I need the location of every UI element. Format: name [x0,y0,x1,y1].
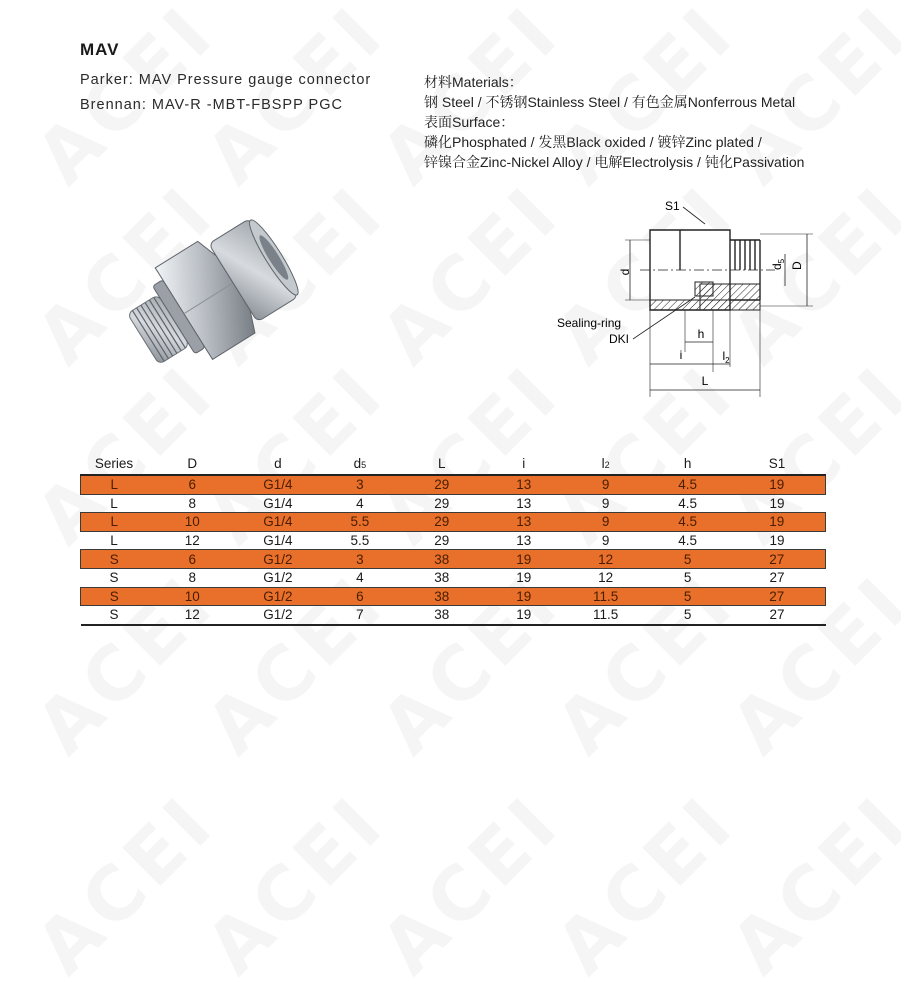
watermark-text [715,779,901,991]
table-cell: 27 [729,550,826,569]
dim-s1-label: S1 [665,199,680,213]
table-cell: L [110,533,118,549]
table-cell: 5 [647,606,729,625]
table-cell: 5 [647,550,729,569]
watermark-text [190,779,402,991]
technical-drawing [545,192,835,402]
table-cell: 38 [401,606,483,625]
table-cell: S [81,587,148,606]
dim-d5-label: $d_5$ [770,258,786,270]
table-cell: G1/4 [237,475,319,494]
product-title: MAV [80,40,120,59]
header-series: Series [81,452,148,475]
table-cell: 5.5 [319,513,401,532]
table-cell: 6 [148,475,237,494]
table-cell: G1/4 [263,495,293,511]
table-cell: 12 [148,606,237,625]
table-cell: 6 [319,587,401,606]
table-cell: 8 [188,495,196,511]
table-cell: 12 [184,533,200,549]
surface-label: 表面Surface： [424,114,515,130]
dim-d-label: d [618,268,632,276]
dim-l2-label: $l_2$ [722,349,730,365]
dimension-table [80,452,826,626]
table-cell: 7 [319,606,401,625]
table-cell: 9 [565,475,647,494]
table-row [81,606,826,625]
table-row [81,568,826,587]
table-cell: 29 [434,533,450,549]
table-cell: 9 [565,513,647,532]
materials-value: 钢 Steel / 不锈钢Stainless Steel / 有色金属Nonferrous Metal [424,94,796,110]
header-h: h [647,452,729,475]
table-cell: 19 [769,495,785,511]
header-i: i [483,452,565,475]
dki-label: DKI [609,332,630,346]
table-cell: 13 [516,533,532,549]
surface-line-1: 磷化Phosphated / 发黑Black oxided / 镀锌Zinc plated / [424,134,762,150]
dim-big-d-label: D [790,261,804,270]
table-cell: 29 [401,513,483,532]
watermark-text [540,779,752,991]
table-cell: 4.5 [678,495,697,511]
watermark-text [365,779,577,991]
table-row [81,587,826,606]
table-cell: 38 [401,587,483,606]
sealing-ring-label: Sealing-ring [557,316,622,330]
table-cell: 27 [729,587,826,606]
dim-i-label: i [679,348,683,362]
table-cell: L [110,495,118,511]
table-cell: 13 [483,475,565,494]
table-cell: 3 [319,475,401,494]
table-cell: 5 [647,587,729,606]
table-cell: 29 [401,475,483,494]
header-l: L [401,452,483,475]
table-cell: 27 [729,606,826,625]
table-cell: 12 [565,550,647,569]
surface-line-2: 锌镍合金Zinc-Nickel Alloy / 电解Electrolysis / 钝化Passivation [424,154,805,170]
table-cell: L [81,475,148,494]
table-row [81,475,826,494]
table-cell: 4.5 [678,533,697,549]
table-cell: 11.5 [565,606,647,625]
header-l2: l2 [565,452,647,475]
table-cell: 13 [483,513,565,532]
table-cell: 3 [319,550,401,569]
table-cell: 8 [188,570,196,586]
table-cell: 19 [729,475,826,494]
table-cell: 19 [516,570,532,586]
table-cell: S [81,606,148,625]
table-cell: G1/4 [263,533,293,549]
table-cell: 27 [769,570,785,586]
header-d5: d5 [319,452,401,475]
header-d: d [237,452,319,475]
table-cell: 6 [148,550,237,569]
table-cell: 19 [483,550,565,569]
watermark-text [20,779,232,991]
table-cell: L [81,513,148,532]
table-cell: 13 [516,495,532,511]
table-row [81,494,826,513]
table-cell: 4 [356,495,364,511]
table-cell: G1/2 [237,606,319,625]
product-photo [110,205,310,380]
table-cell: 10 [148,587,237,606]
table-cell: G1/2 [263,570,293,586]
dim-h-label: h [697,327,705,341]
table-cell: 4 [356,570,364,586]
table-cell: 19 [483,606,565,625]
table-cell: 10 [148,513,237,532]
table-row [81,550,826,569]
table-cell: 4.5 [647,475,729,494]
table-cell: 19 [483,587,565,606]
table-cell: G1/4 [237,513,319,532]
material-spec-block [424,72,804,172]
parker-reference: Parker: MAV Pressure gauge connector [80,72,372,88]
table-cell: 5.5 [350,533,370,549]
table-row [81,531,826,550]
brennan-reference: Brennan: MAV-R -MBT-FBSPP PGC [80,97,343,113]
table-cell: G1/2 [237,587,319,606]
table-cell: 38 [434,570,450,586]
table-cell: 38 [401,550,483,569]
table-cell: 29 [434,495,450,511]
header-s1: S1 [729,452,826,475]
table-cell: 11.5 [565,587,647,606]
table-header-row [81,452,826,475]
table-cell: 19 [769,533,785,549]
table-cell: S [81,550,148,569]
table-cell: 9 [601,533,610,549]
table-cell: 5 [683,570,692,586]
table-row [81,513,826,532]
table-cell: S [109,570,119,586]
materials-label: 材料Materials： [424,74,523,90]
table-cell: G1/2 [237,550,319,569]
header-big-d: D [148,452,237,475]
table-cell: 12 [598,570,614,586]
table-cell: 4.5 [647,513,729,532]
table-cell: 19 [729,513,826,532]
table-cell: 9 [601,495,610,511]
dim-l-label: L [701,374,709,388]
